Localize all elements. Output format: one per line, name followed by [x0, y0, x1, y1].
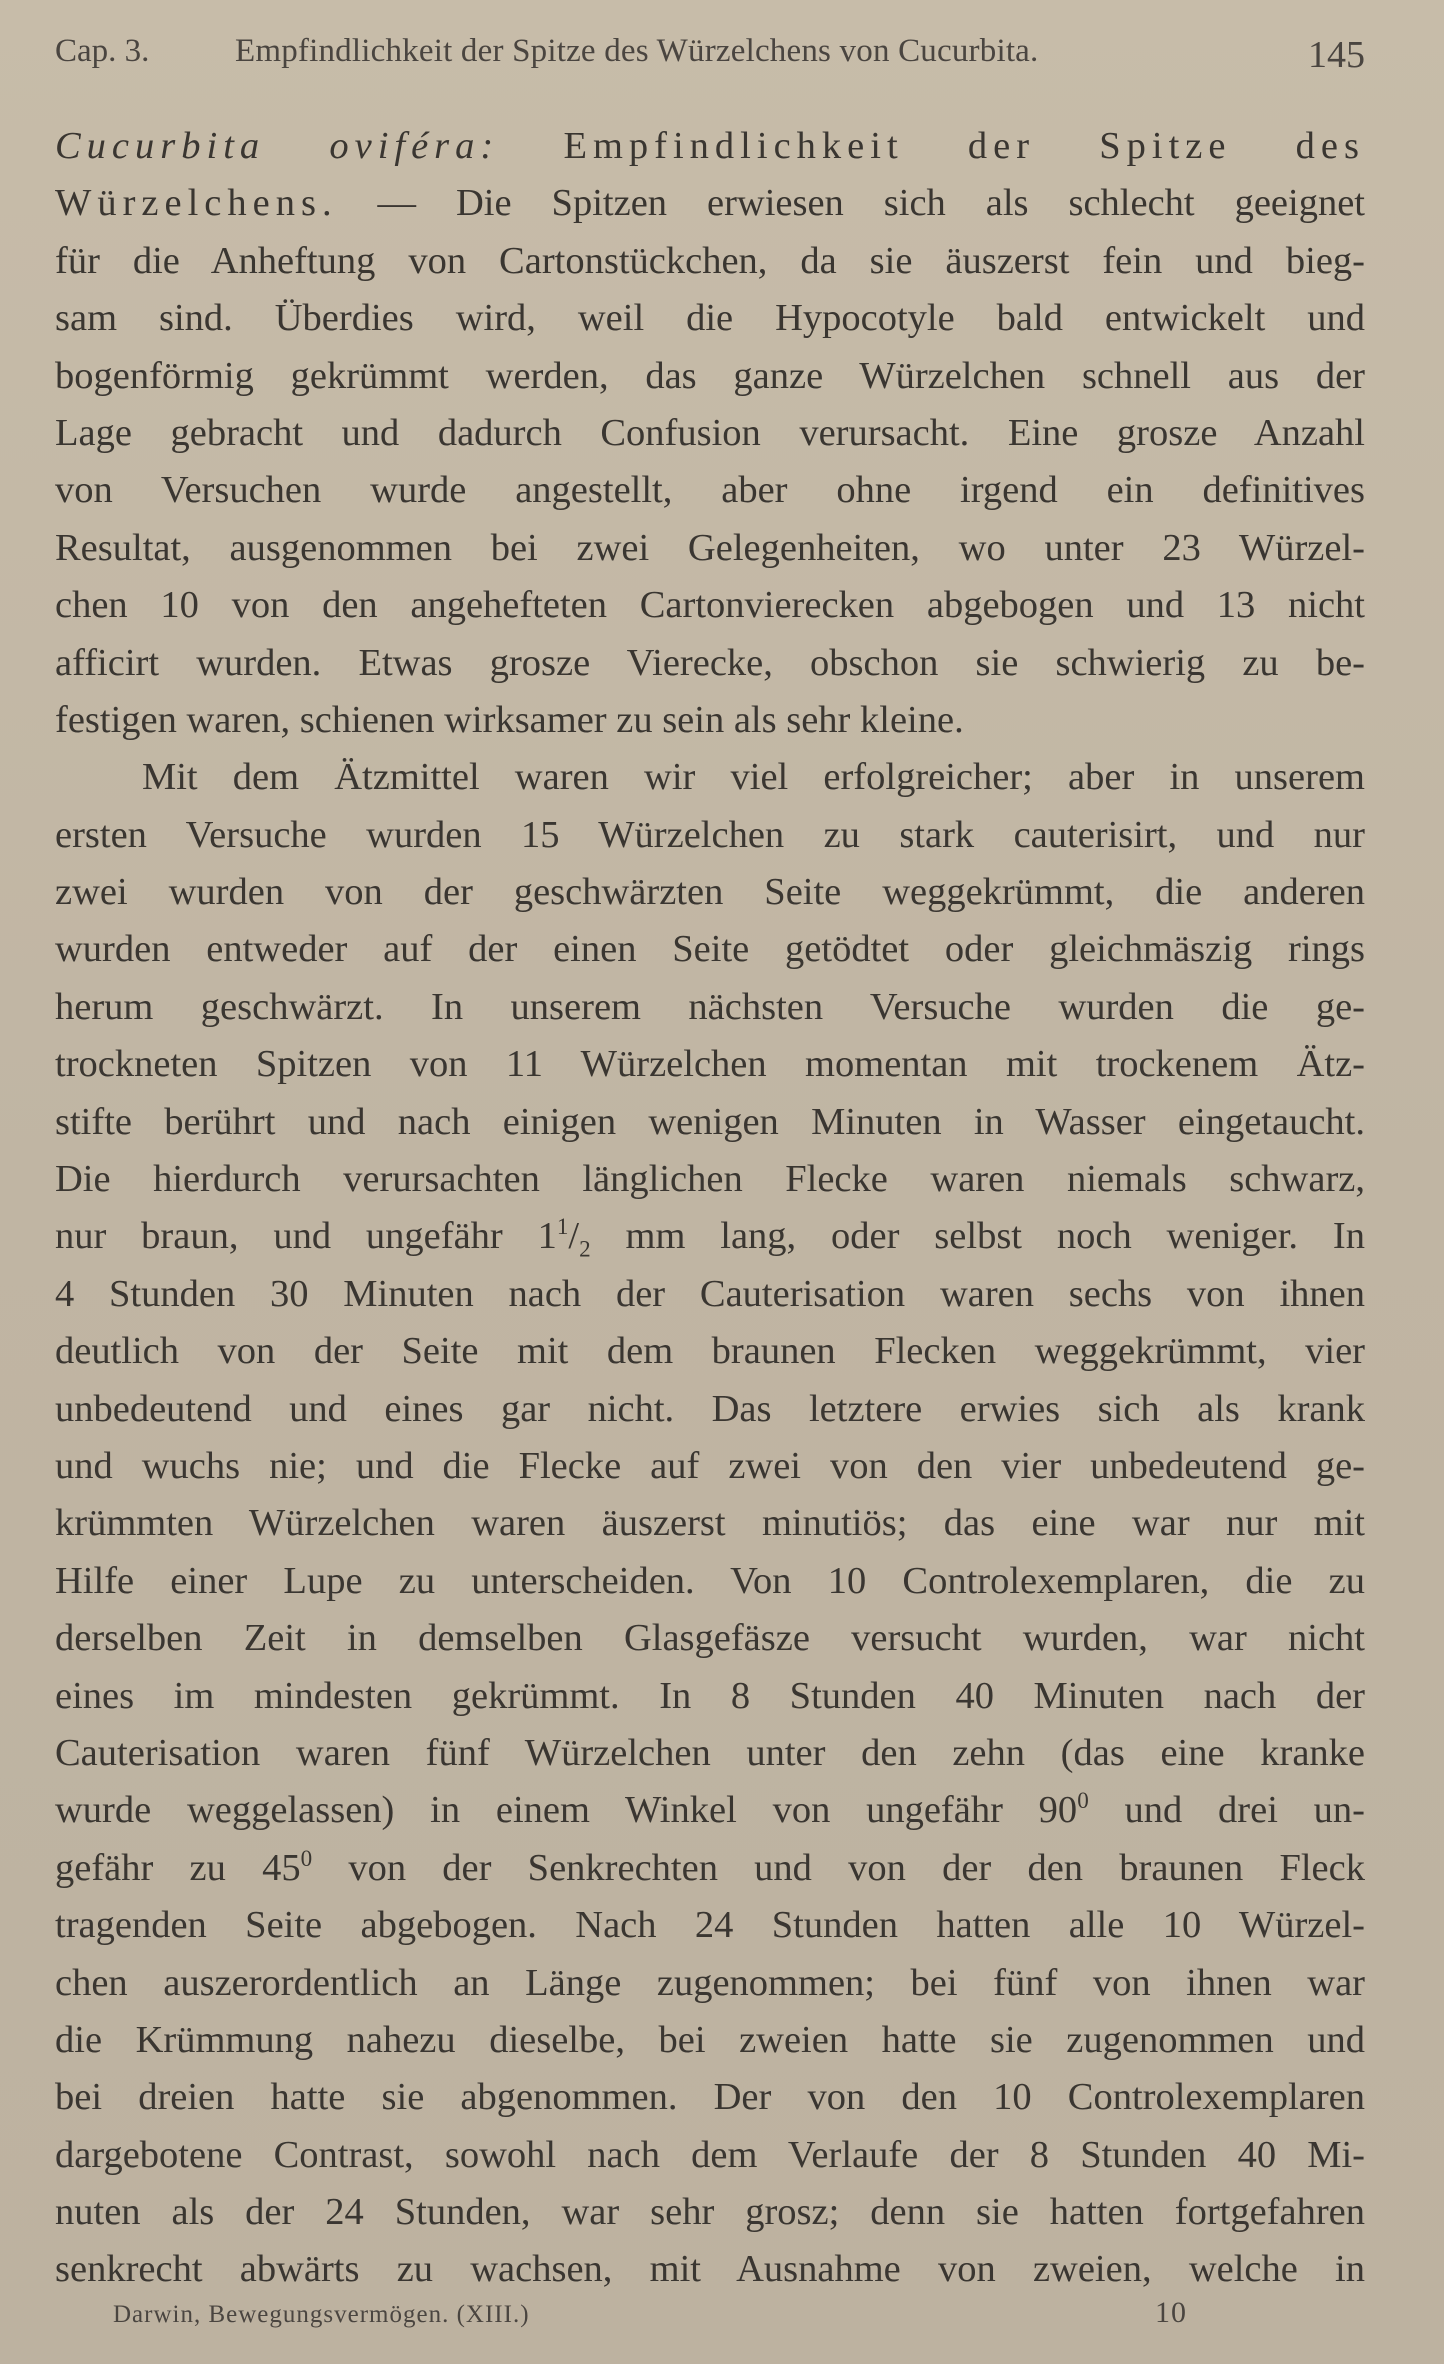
text-line — [55, 1782, 1365, 1839]
text-line — [55, 692, 1365, 749]
text-line — [55, 1955, 1365, 2012]
text-run: deutlich von der Seite mit dem braunen Flecken weggekrümmt, vier — [55, 1330, 1365, 1373]
text-line — [55, 1151, 1365, 1208]
sheet-number: 10 — [1155, 2296, 1187, 2329]
text-run: die Krümmung nahezu dieselbe, bei zweien hatte sie zugenommen und — [55, 2018, 1365, 2061]
text-line — [55, 405, 1365, 462]
text-line — [55, 635, 1365, 692]
text-line — [55, 290, 1365, 347]
text-run: wurde weggelassen) in einem Winkel von ungefähr 90 — [55, 1789, 1078, 1832]
text-line — [55, 1323, 1365, 1380]
text-run: unbedeutend und eines gar nicht. Das letztere erwies sich als krank — [55, 1387, 1365, 1430]
text-run: 2 — [579, 1236, 591, 1263]
text-line — [55, 2069, 1365, 2126]
text-run: senkrecht abwärts zu wachsen, mit Ausnahme von zweien, welche in — [55, 2248, 1365, 2291]
text-line — [55, 1897, 1365, 1954]
text-run: mm lang, oder selbst noch weniger. In — [590, 1215, 1365, 1258]
text-run: sam sind. Überdies wird, weil die Hypocotyle bald entwickelt und — [55, 297, 1365, 340]
text-run: gefähr zu 45 — [55, 1846, 301, 1889]
text-run: nur braun, und ungefähr 1 — [55, 1215, 557, 1258]
text-line — [55, 1094, 1365, 1151]
text-run: Cucurbita oviféra: — [55, 125, 500, 167]
text-line — [55, 1610, 1365, 1667]
sheet-signature: Darwin, Bewegungsvermögen. (XIII.) — [113, 2301, 530, 2328]
text-line — [55, 2127, 1365, 2184]
text-run: — Die Spitzen erwiesen sich als schlecht geeignet — [337, 182, 1365, 225]
text-line — [55, 1725, 1365, 1782]
page-number: 145 — [1308, 34, 1365, 76]
text-line — [55, 462, 1365, 519]
text-run: 0 — [1077, 1787, 1089, 1814]
text-run: nuten als der 24 Stunden, war sehr grosz; denn sie hatten fortgefahren — [55, 2191, 1365, 2234]
text-run: zwei wurden von der geschwärzten Seite weggekrümmt, die anderen — [55, 871, 1365, 914]
text-run: wurden entweder auf der einen Seite getödtet oder gleichmäszig rings — [55, 928, 1365, 971]
text-line — [55, 348, 1365, 405]
text-run: stifte berührt und nach einigen wenigen Minuten in Wasser eingetaucht. — [55, 1100, 1365, 1143]
text-run: von Versuchen wurde angestellt, aber ohne irgend ein definitives — [55, 469, 1365, 512]
text-run: trockneten Spitzen von 11 Würzelchen momentan mit trockenem Ätz- — [55, 1043, 1365, 1086]
text-run: afficirt wurden. Etwas grosze Vierecke, obschon sie schwierig zu be- — [55, 641, 1365, 684]
text-run: herum geschwärzt. In unserem nächsten Versuche wurden die ge- — [55, 985, 1365, 1028]
text-run: krümmten Würzelchen waren äuszerst minutiös; das eine war nur mit — [55, 1502, 1365, 1545]
text-line — [55, 1495, 1365, 1552]
text-line — [55, 175, 1365, 232]
text-run: Mit dem Ätzmittel waren wir viel erfolgreicher; aber in unserem — [142, 756, 1365, 799]
text-run: Cauterisation waren fünf Würzelchen unter den zehn (das eine kranke — [55, 1731, 1365, 1774]
text-run: eines im mindesten gekrümmt. In 8 Stunden 40 Minuten nach der — [55, 1674, 1365, 1717]
text-line — [55, 864, 1365, 921]
text-line — [55, 1208, 1365, 1265]
running-head — [55, 26, 1365, 76]
text-line — [55, 520, 1365, 577]
page-footer — [113, 2295, 1193, 2335]
text-line — [55, 1553, 1365, 1610]
text-line — [55, 233, 1365, 290]
text-run: Empfindlichkeit der Spitze des — [499, 125, 1365, 167]
text-line — [55, 1036, 1365, 1093]
text-run: tragenden Seite abgebogen. Nach 24 Stunden hatten alle 10 Würzel- — [55, 1904, 1365, 1947]
text-run: Hilfe einer Lupe zu unterscheiden. Von 10 Controlexemplaren, die zu — [55, 1559, 1365, 1602]
text-line — [55, 577, 1365, 634]
text-run: bei dreien hatte sie abgenommen. Der von den 10 Controlexemplaren — [55, 2076, 1365, 2119]
text-run: chen auszerordentlich an Länge zugenommen; bei fünf von ihnen war — [55, 1961, 1365, 2004]
text-run: und drei un- — [1088, 1789, 1365, 1832]
text-line — [55, 1438, 1365, 1495]
text-line — [55, 979, 1365, 1036]
text-line — [55, 1840, 1365, 1897]
text-run: für die Anheftung von Cartonstückchen, da sie äuszerst fein und bieg- — [55, 239, 1365, 282]
text-run: und wuchs nie; und die Flecke auf zwei von den vier unbedeutend ge- — [55, 1444, 1365, 1487]
text-run: 4 Stunden 30 Minuten nach der Cauterisation waren sechs von ihnen — [55, 1272, 1365, 1315]
text-run: festigen waren, schienen wirksamer zu sein als sehr kleine. — [55, 698, 964, 741]
text-run: ersten Versuche wurden 15 Würzelchen zu stark cauterisirt, und nur — [55, 813, 1365, 856]
text-line — [55, 807, 1365, 864]
body-text — [55, 118, 1365, 2299]
running-title: Empfindlichkeit der Spitze des Würzelchens von Cucurbita. — [235, 33, 1039, 69]
text-line — [55, 921, 1365, 978]
text-line — [55, 1668, 1365, 1725]
text-line — [55, 2241, 1365, 2298]
text-run: / — [568, 1215, 580, 1258]
text-run: derselben Zeit in demselben Glasgefäsze versucht wurden, war nicht — [55, 1617, 1365, 1660]
text-line — [55, 1266, 1365, 1323]
text-run: Die hierdurch verursachten länglichen Flecke waren niemals schwarz, — [55, 1158, 1365, 1201]
text-line — [55, 1381, 1365, 1438]
text-line — [55, 2184, 1365, 2241]
text-run: Lage gebracht und dadurch Confusion verursacht. Eine grosze Anzahl — [55, 411, 1365, 454]
text-line — [55, 118, 1365, 175]
text-run: 0 — [300, 1844, 313, 1871]
text-run: dargebotene Contrast, sowohl nach dem Verlaufe der 8 Stunden 40 Mi- — [55, 2133, 1365, 2176]
text-line — [55, 749, 1365, 806]
text-run: von der Senkrechten und von der den braunen Fleck — [312, 1846, 1365, 1889]
text-run: chen 10 von den angehefteten Cartonvierecken abgebogen und 13 nicht — [55, 584, 1365, 627]
text-run: bogenförmig gekrümmt werden, das ganze Würzelchen schnell aus der — [55, 354, 1365, 397]
text-line — [55, 2012, 1365, 2069]
text-run: Würzelchens. — [55, 182, 338, 225]
chapter-label: Cap. 3. — [55, 33, 150, 69]
text-run: 1 — [556, 1213, 569, 1240]
text-run: Resultat, ausgenommen bei zwei Gelegenheiten, wo unter 23 Würzel- — [55, 526, 1365, 569]
